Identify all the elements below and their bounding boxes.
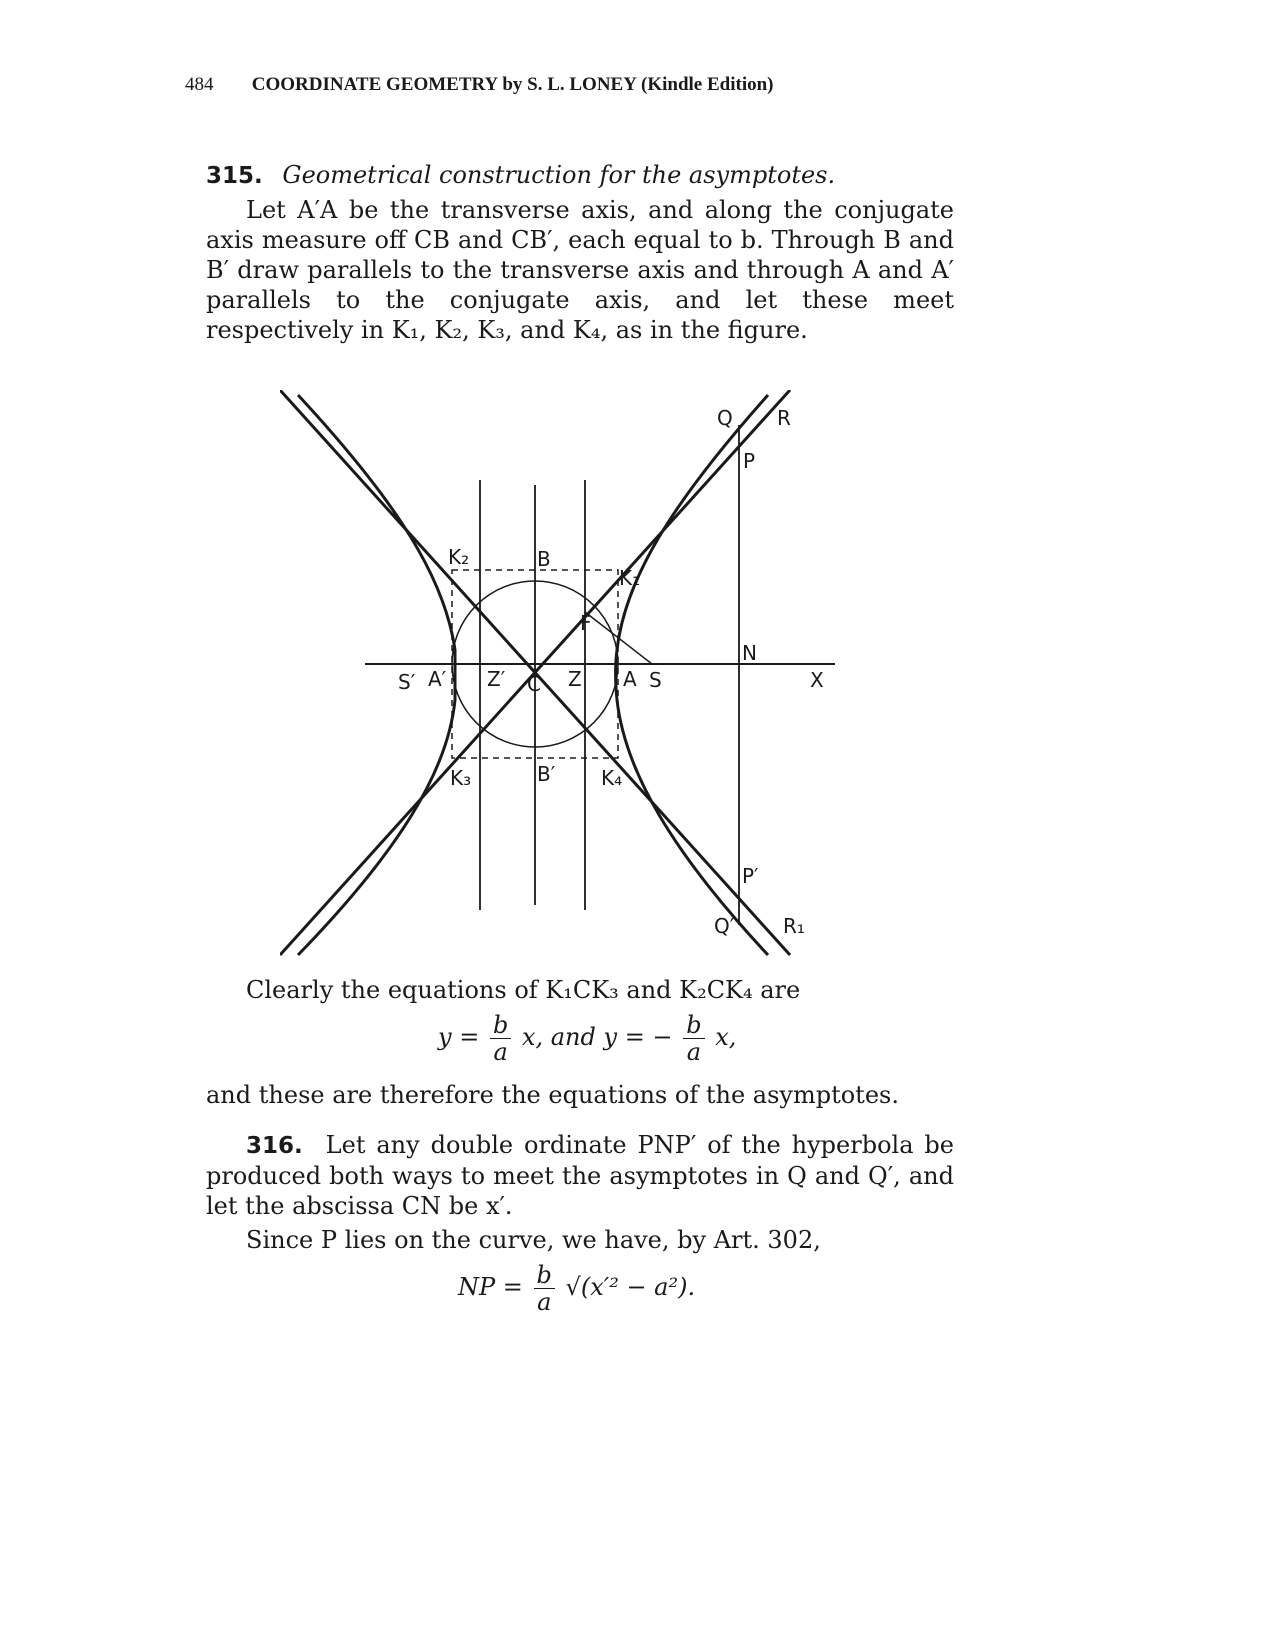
np-lhs: NP = bbox=[458, 1273, 523, 1301]
article-315-heading bbox=[206, 160, 954, 191]
np-rhs: √(x′² − a²). bbox=[565, 1273, 696, 1301]
label-K3: K₃ bbox=[450, 766, 472, 790]
label-X: X bbox=[810, 668, 824, 692]
label-K1: K₁ bbox=[619, 566, 641, 590]
label-B-prime: B′ bbox=[537, 762, 556, 786]
label-A-prime: A′ bbox=[428, 667, 447, 691]
label-S-prime: S′ bbox=[398, 670, 416, 694]
label-R1: R₁ bbox=[783, 914, 805, 938]
article-title: Geometrical construction for the asymptotes. bbox=[282, 161, 836, 189]
label-Q-prime: Q′ bbox=[714, 914, 735, 938]
asymptote-equations bbox=[438, 1012, 736, 1065]
label-B: B bbox=[537, 547, 551, 571]
label-Z: Z bbox=[568, 667, 582, 691]
focal-line bbox=[585, 612, 652, 664]
np-equation bbox=[458, 1262, 695, 1315]
asymptote-intro-line: Clearly the equations of K₁CK₃ and K₂CK₄ are bbox=[246, 976, 801, 1004]
page-number: 484 bbox=[185, 74, 214, 95]
fraction-b-over-a-3: $\frac{b}{a}$ bbox=[534, 1262, 555, 1315]
label-Z-prime: Z′ bbox=[487, 667, 506, 691]
label-C: C bbox=[527, 672, 541, 696]
label-Q: Q bbox=[717, 406, 733, 430]
label-A: A bbox=[623, 667, 637, 691]
asymptote-conclusion: and these are therefore the equations of the asymptotes. bbox=[206, 1081, 899, 1109]
label-P: P bbox=[743, 449, 756, 473]
eq-part-2: x, and y = − bbox=[521, 1023, 673, 1051]
running-title: COORDINATE GEOMETRY by S. L. LONEY (Kindle Edition) bbox=[251, 74, 774, 95]
article-number: 315. bbox=[206, 163, 263, 189]
page-header bbox=[185, 74, 774, 96]
label-N: N bbox=[742, 641, 757, 665]
eq-part-1: y = bbox=[438, 1023, 480, 1051]
article-316-text: Let any double ordinate PNP′ of the hyperbola be produced both ways to meet the asymptotes in Q and Q′, and let the abscissa CN be x′. bbox=[206, 1131, 954, 1220]
eq-part-3: x, bbox=[715, 1023, 737, 1051]
label-K2: K₂ bbox=[448, 545, 470, 569]
article-number: 316. bbox=[246, 1133, 303, 1159]
hyperbola-figure bbox=[280, 390, 850, 965]
label-K4: K₄ bbox=[601, 766, 623, 790]
label-R: R bbox=[777, 406, 791, 430]
label-F: F bbox=[580, 611, 592, 635]
article-316-paragraph-2: Since P lies on the curve, we have, by Art. 302, bbox=[246, 1226, 821, 1254]
fraction-b-over-a-2: $\frac{b}{a}$ bbox=[683, 1012, 704, 1065]
fraction-b-over-a: $\frac{b}{a}$ bbox=[490, 1012, 511, 1065]
article-316-paragraph bbox=[206, 1130, 954, 1221]
label-S: S bbox=[649, 668, 662, 692]
label-P-prime: P′ bbox=[742, 864, 759, 888]
article-315-paragraph: Let A′A be the transverse axis, and along the conjugate axis measure off CB and CB′, each equal to b. Through B and B′ draw parallels to the transverse axis and through A and A′ parallels to the conjugate axis, and let these meet respectively in K₁, K₂, K₃, and K₄, as in the figure. bbox=[206, 196, 954, 344]
